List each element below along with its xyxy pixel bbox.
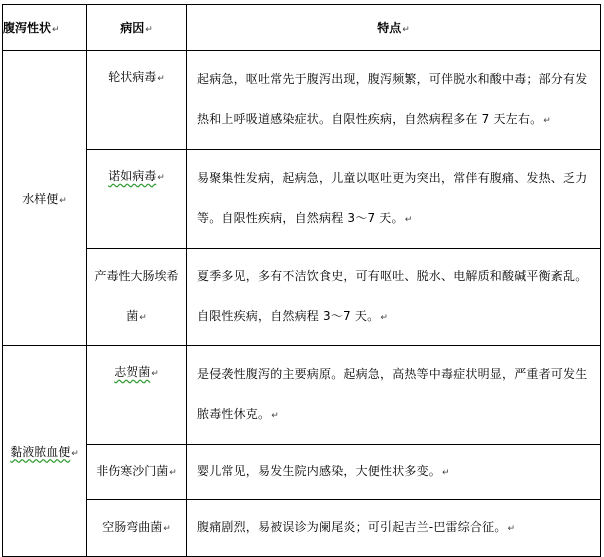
features-cell: 是侵袭性腹泻的主要病原。起病急，高热等中毒症状明显，严重者可发生脓毒性休克。↵ <box>187 346 601 445</box>
table-row <box>3 445 601 500</box>
features-cell: 易聚集性发病，起病急，儿童以呕吐更为突出，常伴有腹痛、发热、乏力等。自限性疾病，自然病程 3～7 天。↵ <box>187 150 601 249</box>
table-row <box>3 51 601 150</box>
header-symptom: 腹泻性状↵ <box>3 5 87 51</box>
header-features: 特点↵ <box>187 5 601 51</box>
pathogen-cell: 诺如病毒↵ <box>87 150 187 249</box>
table-row <box>3 249 601 346</box>
features-cell: 夏季多见，多有不洁饮食史，可有呕吐、脱水、电解质和酸碱平衡紊乱。自限性疾病，自然病程 3～7 天。↵ <box>187 249 601 346</box>
symptom-cell: 水样便↵ <box>3 51 87 346</box>
pathogen-cell: 空肠弯曲菌↵ <box>87 500 187 557</box>
features-cell: 起病急，呕吐常先于腹泻出现，腹泻频繁，可伴脱水和酸中毒；部分有发热和上呼吸道感染症状。自限性疾病，自然病程多在 7 天左右。↵ <box>187 51 601 150</box>
symptom-cell: 黏液脓血便↵ <box>3 346 87 557</box>
table-row <box>3 346 601 445</box>
pathogen-cell: 志贺菌↵ <box>87 346 187 445</box>
table-row <box>3 150 601 249</box>
header-cause: 病因↵ <box>87 5 187 51</box>
pathogen-cell: 轮状病毒↵ <box>87 51 187 150</box>
diarrhea-cause-table <box>2 4 601 557</box>
pathogen-cell: 产毒性大肠埃希菌↵ <box>87 249 187 346</box>
features-cell: 婴儿常见，易发生院内感染，大便性状多变。↵ <box>187 445 601 500</box>
pathogen-cell: 非伤寒沙门菌↵ <box>87 445 187 500</box>
table-header-row <box>3 5 601 51</box>
features-cell: 腹痛剧烈，易被误诊为阑尾炎；可引起吉兰-巴雷综合征。↵ <box>187 500 601 557</box>
table-row <box>3 500 601 557</box>
